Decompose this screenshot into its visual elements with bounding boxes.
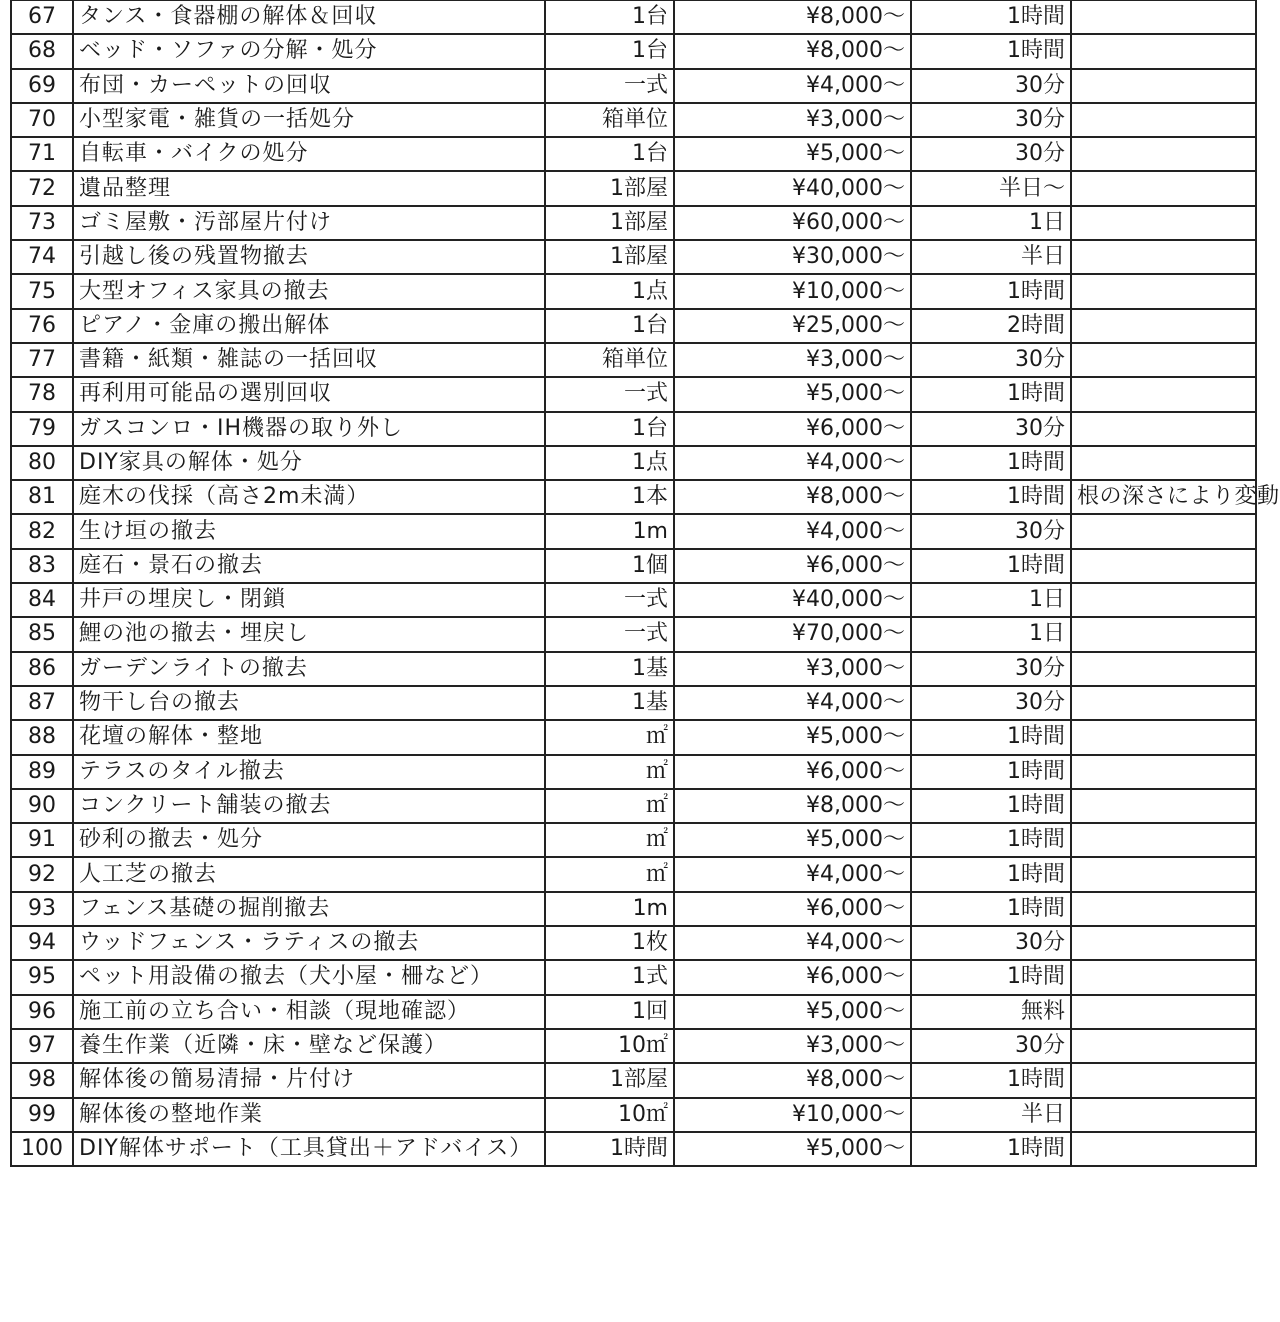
table-row [11,343,1256,377]
price-cell: ¥5,000～ [674,995,911,1029]
duration-cell: 1日 [911,583,1071,617]
row-number: 83 [11,549,73,583]
table-row [11,69,1256,103]
note-cell [1071,926,1256,960]
duration-cell: 30分 [911,1029,1071,1063]
duration-cell: 1時間 [911,892,1071,926]
unit-cell: ㎡ [545,755,674,789]
row-number: 70 [11,103,73,137]
unit-cell: 1台 [545,412,674,446]
table-row [11,892,1256,926]
row-number: 69 [11,69,73,103]
row-number: 77 [11,343,73,377]
duration-cell: 30分 [911,686,1071,720]
note-cell [1071,995,1256,1029]
price-cell: ¥3,000～ [674,103,911,137]
item-name: 遺品整理 [73,171,545,205]
row-number: 98 [11,1063,73,1097]
table-row [11,412,1256,446]
table-body [11,0,1280,1166]
note-cell [1071,0,1256,34]
unit-cell: 1台 [545,0,674,34]
unit-cell: 1個 [545,549,674,583]
row-number: 94 [11,926,73,960]
duration-cell: 30分 [911,926,1071,960]
price-table [10,0,1280,1167]
table-row [11,137,1256,171]
duration-cell: 1時間 [911,549,1071,583]
price-cell: ¥6,000～ [674,960,911,994]
unit-cell: 1m [545,892,674,926]
unit-cell: 一式 [545,377,674,411]
duration-cell: 30分 [911,514,1071,548]
unit-cell: 1時間 [545,1132,674,1166]
note-cell [1071,892,1256,926]
table-row [11,583,1256,617]
note-cell [1071,1063,1256,1097]
duration-cell: 30分 [911,137,1071,171]
item-name: 再利用可能品の選別回収 [73,377,545,411]
note-cell [1071,823,1256,857]
note-cell [1071,274,1256,308]
duration-cell: 1時間 [911,789,1071,823]
note-cell [1071,1029,1256,1063]
table-row [11,652,1256,686]
note-cell [1071,789,1256,823]
price-cell: ¥6,000～ [674,892,911,926]
row-number: 88 [11,720,73,754]
item-name: フェンス基礎の掘削撤去 [73,892,545,926]
duration-cell: 半日 [911,240,1071,274]
unit-cell: 1m [545,514,674,548]
item-name: 物干し台の撤去 [73,686,545,720]
note-cell [1071,69,1256,103]
row-number: 92 [11,857,73,891]
table-row [11,103,1256,137]
item-name: 施工前の立ち合い・相談（現地確認） [73,995,545,1029]
note-cell [1071,720,1256,754]
row-number: 82 [11,514,73,548]
row-number: 96 [11,995,73,1029]
duration-cell: 30分 [911,343,1071,377]
price-cell: ¥5,000～ [674,1132,911,1166]
price-cell: ¥4,000～ [674,686,911,720]
price-cell: ¥5,000～ [674,377,911,411]
price-cell: ¥6,000～ [674,755,911,789]
table-row [11,720,1256,754]
price-cell: ¥70,000～ [674,617,911,651]
table-row [11,1132,1256,1166]
unit-cell: 一式 [545,617,674,651]
duration-cell: 1時間 [911,377,1071,411]
unit-cell: 一式 [545,583,674,617]
table-row [11,274,1256,308]
note-cell [1071,549,1256,583]
item-name: 小型家電・雑貨の一括処分 [73,103,545,137]
unit-cell: 1点 [545,446,674,480]
item-name: 解体後の整地作業 [73,1098,545,1132]
price-cell: ¥40,000～ [674,171,911,205]
price-cell: ¥8,000～ [674,0,911,34]
duration-cell: 1時間 [911,34,1071,68]
duration-cell: 1時間 [911,823,1071,857]
row-number: 80 [11,446,73,480]
duration-cell: 2時間 [911,309,1071,343]
table-row [11,34,1256,68]
row-number: 91 [11,823,73,857]
note-cell [1071,755,1256,789]
item-name: 自転車・バイクの処分 [73,137,545,171]
table-row [11,240,1256,274]
item-name: 庭木の伐採（高さ2m未満） [73,480,545,514]
unit-cell: 箱単位 [545,343,674,377]
table-row [11,377,1256,411]
unit-cell: 1部屋 [545,206,674,240]
unit-cell: ㎡ [545,823,674,857]
row-number: 75 [11,274,73,308]
price-cell: ¥5,000～ [674,137,911,171]
table-row [11,995,1256,1029]
table-row [11,617,1256,651]
item-name: テラスのタイル撤去 [73,755,545,789]
table-row [11,926,1256,960]
item-name: ガスコンロ・IH機器の取り外し [73,412,545,446]
note-cell [1071,137,1256,171]
table-row [11,446,1256,480]
price-cell: ¥5,000～ [674,823,911,857]
unit-cell: ㎡ [545,857,674,891]
item-name: コンクリート舗装の撤去 [73,789,545,823]
note-cell [1071,206,1256,240]
note-cell [1071,1098,1256,1132]
unit-cell: 1部屋 [545,240,674,274]
unit-cell: 1本 [545,480,674,514]
row-number: 86 [11,652,73,686]
row-number: 85 [11,617,73,651]
duration-cell: 30分 [911,69,1071,103]
row-number: 90 [11,789,73,823]
note-cell [1071,686,1256,720]
row-number: 95 [11,960,73,994]
duration-cell: 1時間 [911,480,1071,514]
table-row [11,549,1256,583]
table-row [11,514,1256,548]
price-cell: ¥8,000～ [674,480,911,514]
note-cell [1071,652,1256,686]
item-name: ゴミ屋敷・汚部屋片付け [73,206,545,240]
unit-cell: 一式 [545,69,674,103]
duration-cell: 30分 [911,103,1071,137]
item-name: 砂利の撤去・処分 [73,823,545,857]
price-cell: ¥6,000～ [674,549,911,583]
item-name: ピアノ・金庫の搬出解体 [73,309,545,343]
item-name: ガーデンライトの撤去 [73,652,545,686]
duration-cell: 30分 [911,412,1071,446]
table-row [11,789,1256,823]
unit-cell: ㎡ [545,789,674,823]
note-cell [1071,412,1256,446]
table-row [11,823,1256,857]
item-name: ベッド・ソファの分解・処分 [73,34,545,68]
unit-cell: 1台 [545,309,674,343]
price-cell: ¥4,000～ [674,69,911,103]
row-number: 72 [11,171,73,205]
item-name: 引越し後の残置物撤去 [73,240,545,274]
duration-cell: 1日 [911,206,1071,240]
unit-cell: 1台 [545,34,674,68]
duration-cell: 1日 [911,617,1071,651]
note-cell [1071,617,1256,651]
price-cell: ¥8,000～ [674,34,911,68]
row-number: 79 [11,412,73,446]
price-cell: ¥3,000～ [674,652,911,686]
row-number: 97 [11,1029,73,1063]
price-cell: ¥4,000～ [674,514,911,548]
unit-cell: 1式 [545,960,674,994]
unit-cell: 1基 [545,652,674,686]
note-cell [1071,514,1256,548]
price-cell: ¥25,000～ [674,309,911,343]
row-number: 89 [11,755,73,789]
row-number: 74 [11,240,73,274]
row-number: 67 [11,0,73,34]
row-number: 84 [11,583,73,617]
price-cell: ¥4,000～ [674,926,911,960]
unit-cell: 10㎡ [545,1029,674,1063]
row-number: 73 [11,206,73,240]
item-name: 大型オフィス家具の撤去 [73,274,545,308]
item-name: 書籍・紙類・雑誌の一括回収 [73,343,545,377]
unit-cell: 1部屋 [545,1063,674,1097]
price-cell: ¥60,000～ [674,206,911,240]
item-name: ウッドフェンス・ラティスの撤去 [73,926,545,960]
item-name: 花壇の解体・整地 [73,720,545,754]
note-cell [1071,583,1256,617]
note-cell [1071,446,1256,480]
row-number: 78 [11,377,73,411]
note-cell [1071,309,1256,343]
row-number: 76 [11,309,73,343]
duration-cell: 無料 [911,995,1071,1029]
item-name: タンス・食器棚の解体＆回収 [73,0,545,34]
table-row [11,206,1256,240]
price-cell: ¥8,000～ [674,789,911,823]
note-cell [1071,171,1256,205]
row-number: 71 [11,137,73,171]
item-name: 布団・カーペットの回収 [73,69,545,103]
item-name: 養生作業（近隣・床・壁など保護） [73,1029,545,1063]
price-cell: ¥8,000～ [674,1063,911,1097]
table-row [11,960,1256,994]
price-cell: ¥30,000～ [674,240,911,274]
duration-cell: 1時間 [911,274,1071,308]
duration-cell: 1時間 [911,446,1071,480]
row-number: 68 [11,34,73,68]
price-cell: ¥10,000～ [674,274,911,308]
duration-cell: 1時間 [911,1063,1071,1097]
row-number: 81 [11,480,73,514]
unit-cell: 1点 [545,274,674,308]
table-row [11,1063,1256,1097]
price-cell: ¥6,000～ [674,412,911,446]
unit-cell: ㎡ [545,720,674,754]
unit-cell: 箱単位 [545,103,674,137]
note-cell [1071,1132,1256,1166]
price-cell: ¥10,000～ [674,1098,911,1132]
price-cell: ¥4,000～ [674,857,911,891]
note-cell [1071,103,1256,137]
price-cell: ¥5,000～ [674,720,911,754]
table-row [11,480,1256,514]
item-name: 鯉の池の撤去・埋戻し [73,617,545,651]
item-name: ペット用設備の撤去（犬小屋・柵など） [73,960,545,994]
item-name: DIY家具の解体・処分 [73,446,545,480]
duration-cell: 1時間 [911,857,1071,891]
duration-cell: 1時間 [911,720,1071,754]
table-row [11,0,1256,34]
note-cell [1071,857,1256,891]
row-number: 100 [11,1132,73,1166]
note-cell: 根の深さにより変動 [1071,480,1256,514]
table-row [11,686,1256,720]
price-cell: ¥3,000～ [674,343,911,377]
table-row [11,857,1256,891]
row-number: 99 [11,1098,73,1132]
item-name: 人工芝の撤去 [73,857,545,891]
row-number: 93 [11,892,73,926]
note-cell [1071,240,1256,274]
row-number: 87 [11,686,73,720]
duration-cell: 1時間 [911,960,1071,994]
unit-cell: 1台 [545,137,674,171]
item-name: 生け垣の撤去 [73,514,545,548]
table-row [11,1098,1256,1132]
table-row [11,309,1256,343]
table-row [11,171,1256,205]
duration-cell: 1時間 [911,0,1071,34]
note-cell [1071,34,1256,68]
table-row [11,1029,1256,1063]
unit-cell: 1基 [545,686,674,720]
table-row [11,755,1256,789]
item-name: 井戸の埋戻し・閉鎖 [73,583,545,617]
price-cell: ¥4,000～ [674,446,911,480]
unit-cell: 1枚 [545,926,674,960]
unit-cell: 10㎡ [545,1098,674,1132]
duration-cell: 1時間 [911,755,1071,789]
item-name: 解体後の簡易清掃・片付け [73,1063,545,1097]
item-name: 庭石・景石の撤去 [73,549,545,583]
unit-cell: 1部屋 [545,171,674,205]
note-cell [1071,377,1256,411]
note-cell [1071,960,1256,994]
duration-cell: 半日～ [911,171,1071,205]
item-name: DIY解体サポート（工具貸出＋アドバイス） [73,1132,545,1166]
price-cell: ¥3,000～ [674,1029,911,1063]
duration-cell: 1時間 [911,1132,1071,1166]
duration-cell: 半日 [911,1098,1071,1132]
note-cell [1071,343,1256,377]
price-cell: ¥40,000～ [674,583,911,617]
duration-cell: 30分 [911,652,1071,686]
unit-cell: 1回 [545,995,674,1029]
